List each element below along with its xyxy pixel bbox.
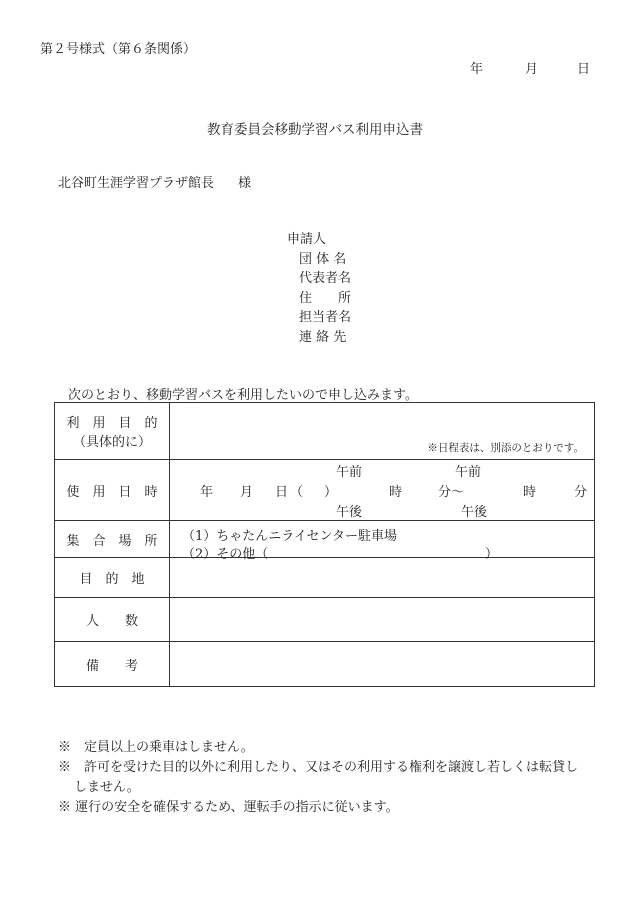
- addressee: [58, 172, 251, 191]
- value-people[interactable]: [170, 598, 595, 642]
- addressee-honorific: 様: [238, 176, 252, 191]
- label-remarks: 備 考: [55, 642, 170, 687]
- value-purpose[interactable]: [170, 403, 595, 460]
- row-meeting-place: [55, 521, 595, 558]
- addressee-name: 北谷町生涯学習プラザ館長: [58, 176, 215, 191]
- meeting-option-2: （2）その他（: [182, 547, 269, 562]
- label-meeting-place: 集 合 場 所: [55, 521, 170, 558]
- hour-label-2: 時: [523, 485, 537, 500]
- label-people: 人 数: [55, 598, 170, 642]
- field-group-name: 団 体 名: [299, 251, 347, 267]
- minute-label-1: 分～: [438, 485, 465, 500]
- note-3: ※ 運行の安全を確保するため、運転手の指示に従います。: [58, 800, 399, 815]
- value-remarks[interactable]: [170, 642, 595, 687]
- applicant-heading: 申請人: [287, 232, 327, 247]
- field-address: 住 所: [299, 290, 352, 306]
- note-2: ※ 許可を受けた目的以外に利用したり、又はその利用する権利を譲渡し若しくは転貸し: [58, 760, 579, 775]
- note-2-cont: しません。: [74, 780, 140, 795]
- label-purpose-line1: 利 用 目 的: [66, 416, 158, 431]
- intro-text: 次のとおり、移動学習バスを利用したいので申し込みます。: [68, 388, 418, 403]
- date-line: [470, 58, 590, 77]
- meeting-option-2-close: ）: [485, 547, 499, 562]
- am-2: 午前: [455, 465, 482, 480]
- date-month: 月: [525, 62, 539, 77]
- row-people: [55, 598, 595, 642]
- pm-1: 午後: [336, 505, 363, 520]
- year-label: 年: [200, 485, 214, 500]
- applicant-block: [287, 230, 351, 347]
- value-meeting-place[interactable]: [170, 521, 595, 562]
- application-table: [54, 402, 595, 687]
- label-destination: 目 的 地: [55, 558, 170, 598]
- meeting-option-1: （1）ちゃたんニライセンター駐車場: [182, 529, 397, 544]
- value-date-time[interactable]: [170, 460, 595, 521]
- row-remarks: [55, 642, 595, 687]
- date-year: 年: [470, 62, 484, 77]
- label-purpose-line2: （具体的に）: [72, 435, 151, 450]
- field-contact: 連 絡 先: [299, 329, 347, 345]
- row-destination: [55, 558, 595, 598]
- day-label: 日: [275, 485, 289, 500]
- month-label: 月: [240, 485, 254, 500]
- note-1: ※ 定員以上の乗車はしません。: [58, 740, 254, 755]
- field-representative: 代表者名: [299, 271, 352, 286]
- notes: [58, 738, 578, 818]
- hour-label-1: 時: [389, 485, 403, 500]
- label-purpose: [55, 403, 170, 460]
- form-number: 第２号様式（第６条関係）: [40, 42, 197, 57]
- document-title: 教育委員会移動学習バス利用申込書: [207, 122, 423, 138]
- row-date-time: [55, 460, 595, 521]
- paren-open: （: [290, 485, 304, 500]
- pm-2: 午後: [461, 505, 488, 520]
- schedule-note: ※日程表は、別添のとおりです。: [427, 442, 584, 454]
- date-day: 日: [577, 62, 591, 77]
- minute-label-2: 分: [574, 485, 588, 500]
- paren-close: ）: [324, 485, 338, 500]
- value-destination[interactable]: [170, 558, 595, 598]
- row-purpose: [55, 403, 595, 460]
- am-1: 午前: [336, 465, 363, 480]
- label-date-time: 使 用 日 時: [55, 460, 170, 521]
- field-person-in-charge: 担当者名: [299, 310, 352, 325]
